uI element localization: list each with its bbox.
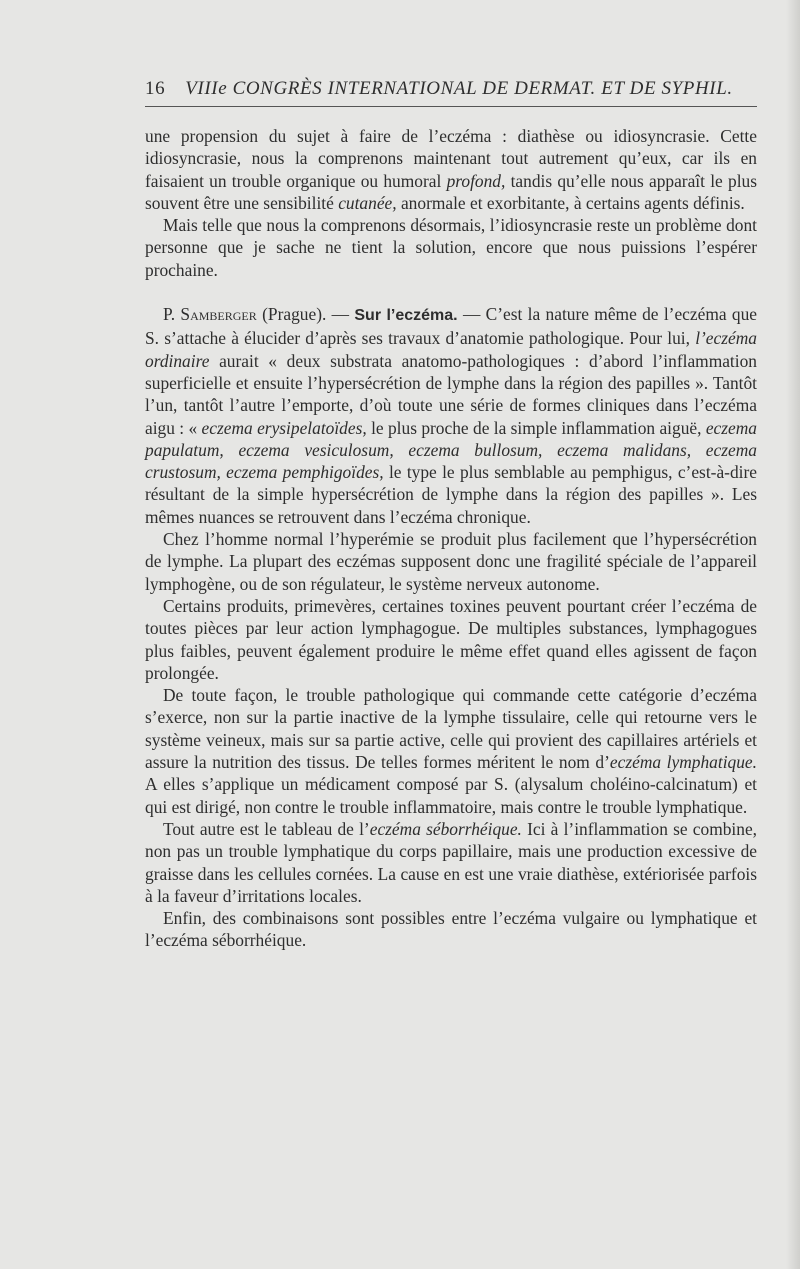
author-city: (Prague). — [262,304,350,325]
author-name: Samberger [180,304,257,325]
paragraph: Enfin, des combinaisons sont possibles entre l’eczéma vulgaire ou lymphatique et l’eczéma séborrhéique. [145,908,757,951]
italic-run: profond, [446,170,506,191]
text-run: — C’est la nature même de l’eczéma que S. s’attache à élucider d’après ses travaux d’anatomie pathologique. Pour lui, [145,304,757,349]
text-run: anormale et exorbitante, à certains agents définis. [396,192,745,213]
text-run: aurait « deux substrata anatomo-pathologiques : d’abord l’inflammation superficielle et ensuite l’hypersécrétion de lymphe dans la région des papilles ». Tantôt l’un, tantôt l’autre l’emporte, d’où toute une série de formes cliniques dans l’eczéma aigu : « [145,350,757,438]
text-run: le plus proche de la simple inflammation aiguë, [366,417,706,438]
page-body [145,125,757,952]
abstract-paragraph [145,303,757,528]
running-title: VIIIe CONGRÈS INTERNATIONAL DE DERMAT. ET DE SYPHIL. [185,78,733,99]
italic-run: eczéma lymphatique. [609,752,757,773]
running-header [145,78,757,107]
paragraph-continuation [145,125,757,214]
text-run: A elles s’applique un médicament composé par S. (alysalum choléino-calcinatum) et qui est dirigé, non contre le trouble inflammatoire, mais contre le trouble lymphatique. [145,774,757,817]
page-edge-shadow [786,0,800,1269]
italic-run: cutanée, [338,192,397,213]
paragraph [145,818,757,907]
book-page [145,78,757,952]
paragraph: Certains produits, primevères, certaines toxines peuvent pourtant créer l’eczéma de toutes pièces par leur action lymphagogue. De multiples substances, lymphagogues plus faibles, peuvent également produire le même effet quand elles agissent de façon prolongée. [145,595,757,683]
italic-run: eczema erysipelatoïdes, [201,417,367,438]
text-run: une propension du sujet à faire de l’eczéma : diathèse ou idiosyncrasie. Cette idiosyncrasie, nous la comprenons maintenant tout autrement qu’eux, car ils en faisaient un trouble organique ou humoral [145,126,757,191]
text-run: De toute façon, le trouble pathologique qui commande cette catégorie d’eczéma s’exerce, non sur la partie inactive de la lymphe tissulaire, celle qui retourne vers le système veineux, mais sur sa partie active, celle qui provient des capillaires artériels et assure la nutrition des tissus. De telles formes méritent le nom d’ [145,685,757,773]
italic-run: l’eczéma ordinaire [145,328,757,371]
paragraph [145,684,757,818]
text-run: tandis qu’elle nous apparaît le plus souvent être une sensibilité [145,170,757,213]
paragraph: Chez l’homme normal l’hyperémie se produit plus facilement que l’hypersécrétion de lymphe. La plupart des eczémas supposent donc une fragilité spéciale de l’appareil lymphogène, ou de son régulateur, le système nerveux autonome. [145,529,757,594]
italic-run: eczéma séborrhéique. [369,818,522,839]
author-initial: P. [163,304,176,325]
abstract-title: Sur l’eczéma. [354,307,458,325]
page-number: 16 [145,78,166,99]
text-run: le type le plus semblable au pemphigus, c’est-à-dire résultant de la simple hypersécrétion de lymphe dans la région des papilles ». Les mêmes nuances se retrouvent dans l’eczéma chronique. [145,462,757,527]
italic-run: eczema papulatum, eczema vesiculosum, eczema bullosum, eczema malidans, eczema crustosum, eczema pemphigoïdes, [145,417,757,483]
text-run: Ici à l’inflammation se combine, non pas un trouble lymphatique du corps papillaire, mais une production excessive de graisse dans les cellules cornées. La cause en est une vraie diathèse, extériorisée parfois à la faveur d’irritations locales. [145,818,758,906]
text-run: Tout autre est le tableau de l’ [163,818,370,839]
paragraph: Mais telle que nous la comprenons désormais, l’idiosyncrasie reste un problème dont personne que je sache ne tient la solution, encore que nous puissions l’espérer prochaine. [145,215,757,280]
